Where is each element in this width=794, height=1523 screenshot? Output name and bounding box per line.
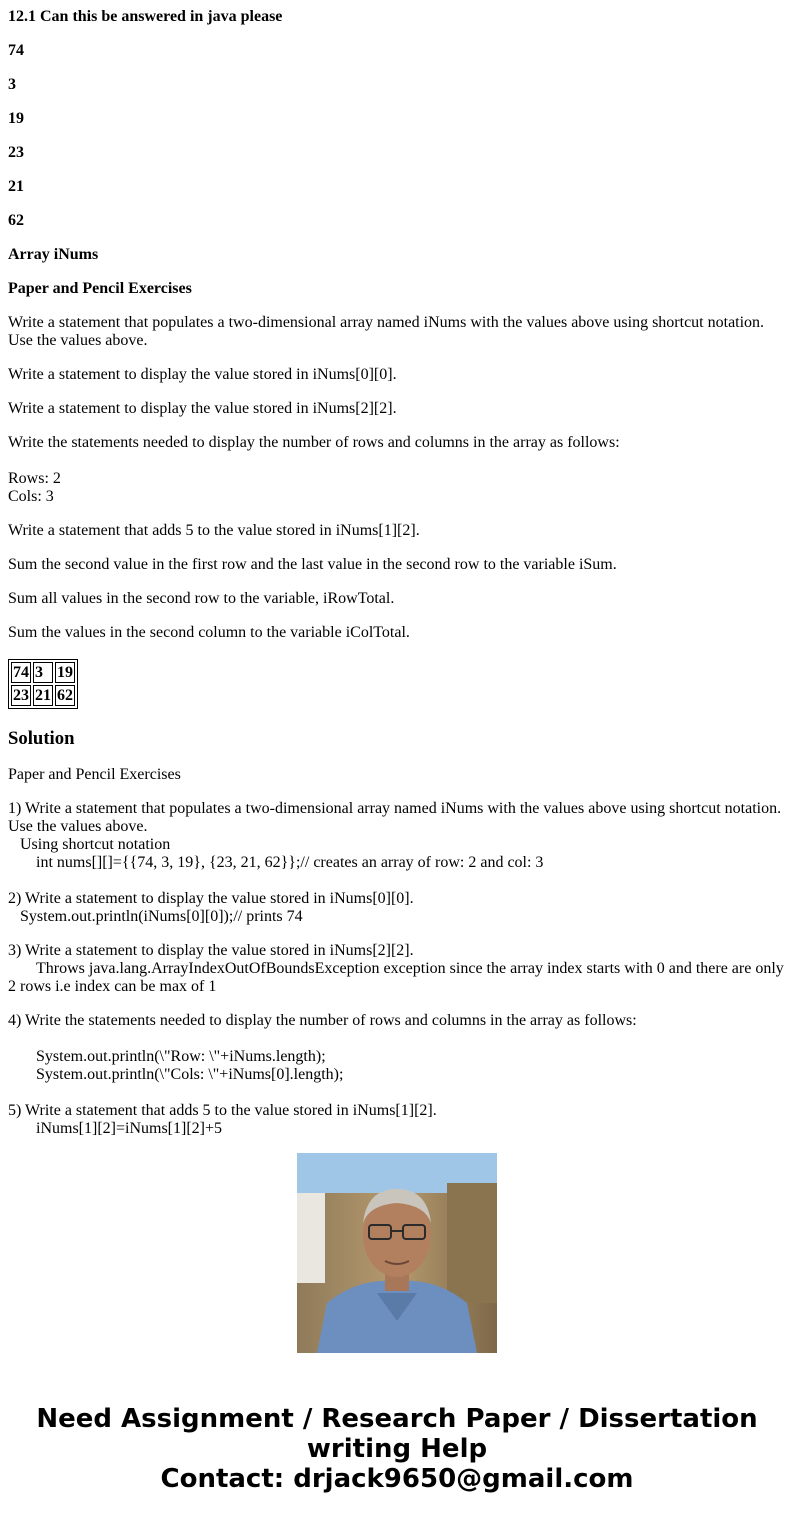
value-item: 19 [8, 110, 24, 127]
solution-code: System.out.println(iNums[0][0]);// prints 74 [20, 908, 303, 925]
question-title: 12.1 Can this be answered in java please [8, 8, 283, 25]
solution-heading: Solution [8, 728, 75, 749]
cols-line: Cols: 3 [8, 488, 54, 505]
author-avatar [297, 1153, 497, 1353]
value-item: 3 [8, 76, 16, 93]
document-content [8, 0, 786, 1137]
solution-step: 5) Write a statement that adds 5 to the value stored in iNums[1][2]. [8, 1102, 437, 1119]
table-row [11, 685, 75, 706]
exercise-text: Sum the second value in the first row and the last value in the second row to the variable iSum. [8, 556, 617, 573]
table-cell: 19 [57, 664, 73, 681]
array-label: Array iNums [8, 246, 99, 263]
value-item: 23 [8, 144, 24, 161]
solution-note: Using shortcut notation [20, 836, 171, 853]
solution-subheading: Paper and Pencil Exercises [8, 766, 181, 783]
value-item: 74 [8, 42, 24, 59]
exercise-text: Sum the values in the second column to the variable iColTotal. [8, 624, 410, 641]
table-cell: 62 [57, 687, 73, 704]
table-row [11, 662, 75, 683]
value-item: 62 [8, 212, 24, 229]
table-cell: 74 [13, 664, 29, 681]
solution-code: int nums[][]={{74, 3, 19}, {23, 21, 62}};// creates an array of row: 2 and col: 3 [36, 854, 544, 871]
table-cell: 21 [35, 687, 51, 704]
solution-step: 3) Write a statement to display the value stored in iNums[2][2]. [8, 942, 414, 959]
banner-line: writing Help [306, 1434, 488, 1464]
exercise-text: Write a statement that adds 5 to the value stored in iNums[1][2]. [8, 522, 420, 539]
value-item: 21 [8, 178, 24, 195]
rows-line: Rows: 2 [8, 470, 61, 487]
solution-step: 1) Write a statement that populates a two-dimensional array named iNums with the values above using shortcut notation. Use the values above. [8, 800, 782, 835]
table-cell: 23 [13, 687, 29, 704]
banner-contact: Contact: drjack9650@gmail.com [160, 1464, 634, 1494]
table-cell: 3 [33, 662, 53, 683]
exercise-text: Write the statements needed to display the number of rows and columns in the array as follows: [8, 434, 620, 451]
exercise-text: Write a statement to display the value stored in iNums[0][0]. [8, 366, 397, 383]
solution-code: System.out.println(\"Row: \"+iNums.length); [36, 1048, 326, 1065]
exercise-text: Write a statement to display the value stored in iNums[2][2]. [8, 400, 397, 417]
solution-step: 2) Write a statement to display the value stored in iNums[0][0]. [8, 890, 414, 907]
solution-code: System.out.println(\"Cols: \"+iNums[0].length); [36, 1066, 344, 1083]
contact-banner [0, 1404, 794, 1494]
solution-note: Throws java.lang.ArrayIndexOutOfBoundsException exception since the array index starts with 0 and there are only 2 rows i.e index can be max of 1 [8, 960, 784, 995]
exercise-text: Write a statement that populates a two-dimensional array named iNums with the values above using shortcut notation. Use the values above. [8, 314, 765, 349]
values-table [8, 659, 78, 709]
banner-line: Need Assignment / Research Paper / Dissertation [36, 1404, 758, 1434]
section-heading: Paper and Pencil Exercises [8, 280, 192, 297]
exercise-text: Sum all values in the second row to the variable, iRowTotal. [8, 590, 395, 607]
solution-step: 4) Write the statements needed to display the number of rows and columns in the array as follows: [8, 1012, 637, 1029]
solution-code: iNums[1][2]=iNums[1][2]+5 [36, 1120, 223, 1137]
